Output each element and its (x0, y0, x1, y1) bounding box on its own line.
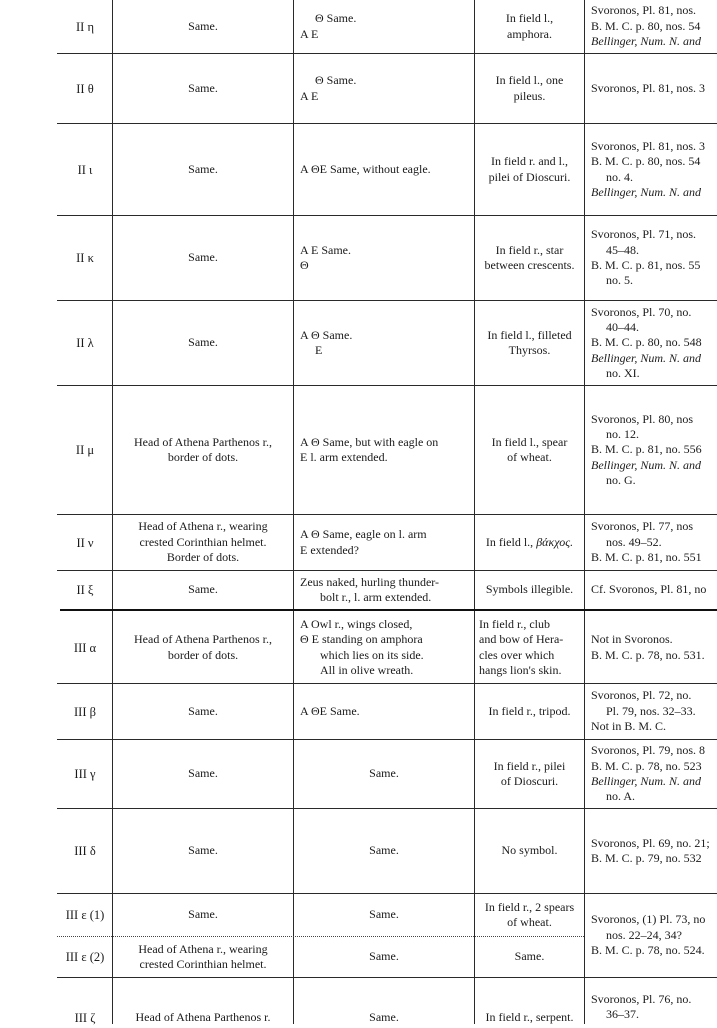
row-id: III ε (1) (65, 908, 105, 922)
row-id: II κ (76, 251, 94, 265)
row-id: II ξ (76, 583, 94, 597)
obverse-cell: Same. (188, 250, 218, 265)
reference-cell: Svoronos, Pl. 80, nos no. 12. B. M. C. p. 81, no. 556 Bellinger, Num. N. and no. G. (591, 411, 702, 488)
obverse-cell: Same. (188, 907, 218, 922)
reference-cell: Svoronos, Pl. 71, nos. 45–48. B. M. C. p. 81, nos. 55 no. 5. (591, 227, 701, 288)
obverse-cell: Head of Athena r., wearing crested Corinthian helmet. (138, 941, 268, 971)
symbol-cell: In field l., one pileus. (495, 73, 564, 103)
reverse-cell: Same. (369, 843, 399, 858)
column-rule-4 (584, 0, 585, 1024)
row-id: III α (73, 640, 97, 655)
reference-cell: Svoronos, (1) Pl. 73, no nos. 22–24, 34? B. M. C. p. 78, no. 524. (591, 912, 706, 958)
symbol-cell: In field r. and l., pilei of Dioscuri. (488, 154, 571, 184)
obverse-cell: Head of Athena Parthenos r., border of dots. (134, 632, 272, 662)
section-divider (60, 609, 717, 611)
obverse-cell: Same. (188, 80, 218, 95)
symbol-cell: In field l., βάκχος. (485, 534, 574, 549)
reverse-cell: Same. (369, 949, 399, 964)
symbol-cell: In field l., spear of wheat. (491, 434, 568, 464)
reverse-cell: A E Same. Θ (300, 242, 351, 272)
reverse-cell: A ΘE Same, without eagle. (300, 161, 431, 176)
symbol-cell: In field r., star between crescents. (484, 242, 575, 272)
reverse-cell: A Θ Same, but with eagle on E l. arm extended. (300, 434, 439, 464)
obverse-cell: Same. (188, 161, 218, 176)
row-rule (57, 977, 717, 978)
symbol-cell: In field l., filleted Thyrsos. (487, 327, 572, 357)
symbol-cell: In field l., amphora. (505, 11, 554, 41)
symbol-cell: In field r., pilei of Dioscuri. (493, 758, 566, 788)
symbol-cell: In field r., serpent. (485, 1010, 574, 1025)
reverse-cell: Same. (369, 1010, 399, 1025)
row-id: II η (76, 19, 94, 34)
reverse-cell: Same. (369, 766, 399, 781)
reverse-cell: Θ Same. A E (300, 73, 357, 103)
reference-cell: Svoronos, Pl. 77, nos nos. 49–52. B. M. C. p. 81, no. 551 (591, 519, 702, 565)
obverse-cell: Same. (188, 703, 218, 718)
row-id: III δ (74, 844, 96, 858)
obverse-cell: Same. (188, 335, 218, 350)
reverse-cell: Θ Same. A E (300, 11, 357, 41)
reference-cell: Svoronos, Pl. 81, nos. 3 (591, 80, 706, 95)
reference-cell: Svoronos, Pl. 69, no. 21; B. M. C. p. 79, no. 532 (591, 835, 710, 865)
reference-cell: Svoronos, Pl. 79, nos. 8 B. M. C. p. 78, no. 523 Bellinger, Num. N. and no. A. (591, 743, 706, 804)
reference-cell: Cf. Svoronos, Pl. 81, no (591, 582, 707, 597)
obverse-cell: Head of Athena Parthenos r., border of dots. (134, 434, 272, 464)
obverse-cell: Same. (188, 766, 218, 781)
symbol-cell: In field r., club and bow of Hera- cles over which hangs lion's skin. (479, 616, 564, 677)
row-id: III β (74, 704, 96, 719)
reference-cell: Svoronos, Pl. 81, nos. 3 B. M. C. p. 80, nos. 54 no. 4. Bellinger, Num. N. and (591, 138, 706, 199)
obverse-cell: Head of Athena Parthenos r. (135, 1010, 271, 1025)
reverse-cell: A Θ Same. E (300, 327, 353, 357)
row-id: III ζ (74, 1011, 96, 1025)
symbol-cell: Symbols illegible. (485, 582, 574, 597)
reference-cell: Svoronos, Pl. 72, no. Pl. 79, nos. 32–33. Not in B. M. C. (591, 688, 696, 734)
row-id: II μ (75, 443, 95, 457)
row-id: II ι (77, 162, 93, 177)
reference-cell: Svoronos, Pl. 70, no. 40–44. B. M. C. p. 80, no. 548 Bellinger, Num. N. and no. XI. (591, 304, 702, 381)
row-id: III ε (2) (65, 950, 105, 964)
row-id: II λ (76, 336, 94, 350)
reverse-cell: A Owl r., wings closed, Θ E standing on amphora which lies on its side. All in olive wreath. (300, 616, 424, 677)
reverse-cell: Same. (369, 907, 399, 922)
reverse-cell: A Θ Same, eagle on l. arm E extended? (300, 527, 427, 557)
row-id: II ν (76, 535, 94, 550)
symbol-cell: Same. (514, 949, 545, 964)
reference-cell: Svoronos, Pl. 81, nos. B. M. C. p. 80, nos. 54 Bellinger, Num. N. and (591, 3, 701, 49)
row-id: III γ (74, 767, 96, 781)
symbol-cell: No symbol. (501, 843, 558, 858)
reverse-cell: A ΘE Same. (300, 703, 360, 718)
reference-cell: Svoronos, Pl. 76, no. 36–37. (591, 992, 692, 1022)
obverse-cell: Same. (188, 582, 218, 597)
obverse-cell: Same. (188, 843, 218, 858)
reference-cell: Not in Svoronos. B. M. C. p. 78, no. 531. (591, 632, 705, 662)
symbol-cell: In field r., tripod. (488, 703, 571, 718)
row-id: II θ (76, 81, 94, 96)
obverse-cell: Head of Athena r., wearing crested Corinthian helmet. Border of dots. (138, 519, 268, 565)
reverse-cell: Zeus naked, hurling thunder- bolt r., l. arm extended. (300, 574, 440, 604)
symbol-cell: In field r., 2 spears of wheat. (484, 899, 575, 929)
obverse-cell: Same. (188, 18, 218, 33)
